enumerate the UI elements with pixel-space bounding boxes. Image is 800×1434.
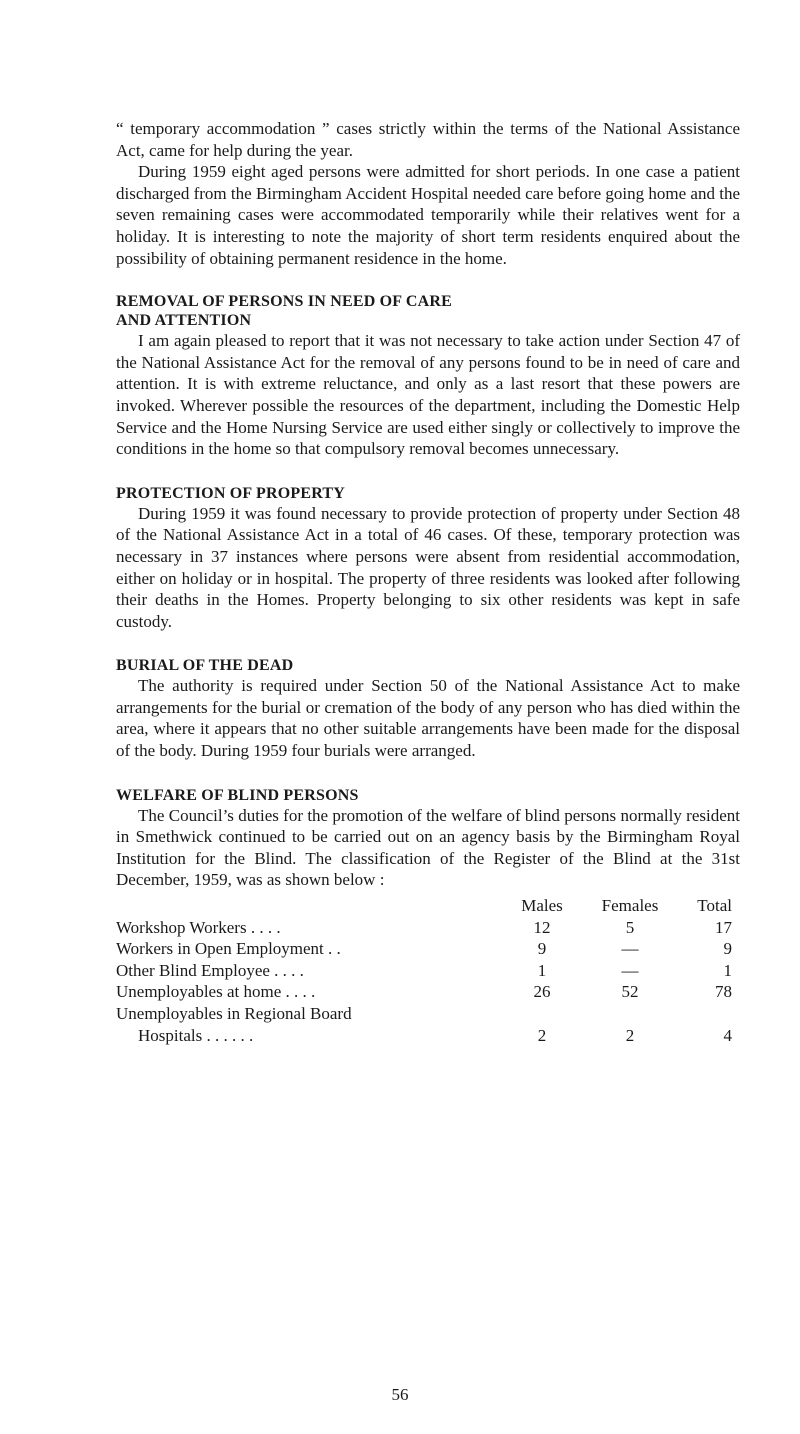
- row-females: 2: [625, 1025, 635, 1045]
- table-row: [116, 981, 740, 1003]
- section-heading-blind: WELFARE OF BLIND PERSONS: [116, 786, 359, 804]
- section-heading-burial: BURIAL OF THE DEAD: [116, 657, 294, 675]
- intro-paragraph-1: “ temporary accommodation ” cases strictly within the terms of the National Assistance Act, came for help during the year.: [116, 119, 740, 160]
- row-label: Unemployables in Regional Board: [116, 1004, 352, 1023]
- section-heading-removal: [116, 292, 740, 330]
- row-total: 4: [723, 1025, 732, 1045]
- row-total: 1: [723, 960, 732, 980]
- header-total: Total: [697, 896, 732, 916]
- row-females: —: [621, 960, 639, 980]
- row-males: 26: [533, 982, 551, 1002]
- table-row: [116, 917, 740, 939]
- row-males: 1: [537, 960, 547, 980]
- table-row: [116, 1025, 740, 1047]
- row-label: Hospitals . . . . . .: [138, 1025, 254, 1045]
- table-row: [116, 1003, 740, 1025]
- header-females: Females: [601, 896, 659, 916]
- row-label: Unemployables at home . . . .: [116, 982, 316, 1002]
- row-females: 5: [625, 917, 635, 937]
- header-males: Males: [521, 896, 563, 916]
- table-row: [116, 960, 740, 982]
- row-total: 9: [723, 939, 732, 959]
- removal-paragraph: I am again pleased to report that it was not necessary to take action under Section 47 of the National Assistance Act for the removal of any persons found to be in need of care and attention. It is with extreme reluctance, and only as a last resort that these powers are invoked. Wherever possible the resources of the department, including the Domestic Help Service and the Home Nursing Service are used either singly or collectively to improve the conditions in the home so that compulsory removal becomes unnecessary.: [116, 331, 740, 459]
- blind-register-table: [116, 895, 740, 1046]
- row-total: 78: [715, 982, 732, 1002]
- table-header-row: [116, 895, 740, 917]
- protection-paragraph: During 1959 it was found necessary to provide protection of property under Section 48 of the National Assistance Act in a total of 46 cases. Of these, temporary protection was necessary in 37 instances where persons were absent from residential accommodation, either on holiday or in hospital. The property of three residents was looked after following their deaths in the Homes. Property belonging to six other residents was kept in safe custody.: [116, 503, 740, 631]
- table-row: [116, 938, 740, 960]
- page-content: [116, 118, 740, 1046]
- row-females: —: [621, 939, 639, 959]
- row-label: Workers in Open Employment . .: [116, 939, 341, 959]
- row-label: Workshop Workers . . . .: [116, 917, 281, 937]
- row-males: 2: [537, 1025, 547, 1045]
- intro-paragraph-2: During 1959 eight aged persons were admitted for short periods. In one case a patient discharged from the Birmingham Accident Hospital needed care before going home and the seven remaining cases were accommodated temporarily while their relatives went for a holiday. It is interesting to note the majority of short term residents enquired about the possibility of obtaining permanent residence in the home.: [116, 162, 740, 268]
- blind-paragraph: The Council’s duties for the promotion of the welfare of blind persons normally resident in Smethwick continued to be carried out on an agency basis by the Birmingham Royal Institution for the Blind. The classification of the Register of the Blind at the 31st December, 1959, was as shown below :: [116, 805, 740, 890]
- heading-removal-line2: AND ATTENTION: [116, 312, 252, 330]
- row-males: 9: [537, 939, 547, 959]
- row-females: 52: [621, 982, 639, 1002]
- row-total: 17: [715, 917, 732, 937]
- row-label: Other Blind Employee . . . .: [116, 960, 304, 980]
- page-number: 56: [391, 1385, 409, 1404]
- row-males: 12: [533, 917, 551, 937]
- burial-paragraph: The authority is required under Section 50 of the National Assistance Act to make arrangements for the burial or cremation of the body of any person who has died within the area, where it appears that no other suitable arrangements have been made for the disposal of the body. During 1959 four burials were arranged.: [116, 676, 740, 761]
- section-heading-protection: PROTECTION OF PROPERTY: [116, 484, 346, 502]
- heading-removal-line1: REMOVAL OF PERSONS IN NEED OF CARE: [116, 293, 453, 311]
